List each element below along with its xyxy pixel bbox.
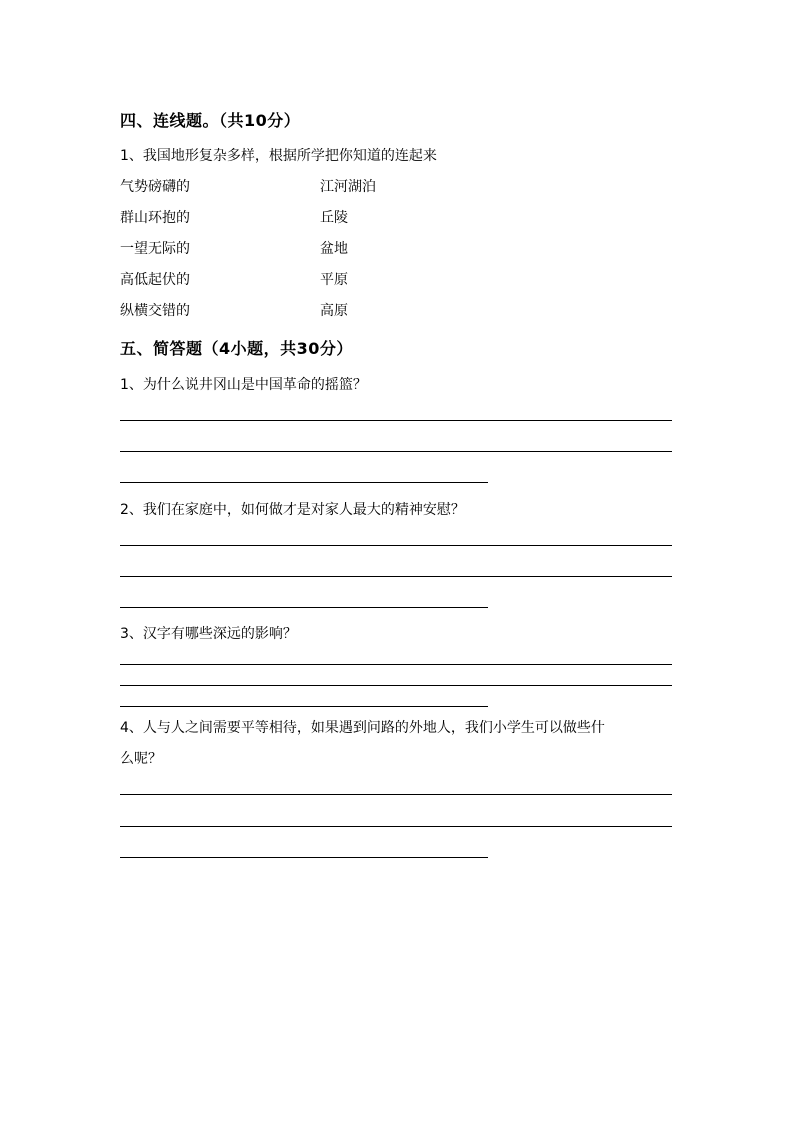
question-text: 1、为什么说井冈山是中国革命的摇篮？ bbox=[120, 377, 367, 393]
right-item: 江河湖泊 bbox=[320, 179, 376, 195]
right-item: 丘陵 bbox=[320, 210, 348, 226]
answer-line[interactable] bbox=[120, 451, 672, 452]
answer-line[interactable] bbox=[120, 576, 672, 577]
answer-line[interactable] bbox=[120, 482, 488, 483]
question-text: 4、人与人之间需要平等相待，如果遇到问路的外地人，我们小学生可以做些什 bbox=[120, 720, 605, 736]
section4-question: 1、我国地形复杂多样，根据所学把你知道的连起来 bbox=[120, 148, 437, 164]
question-text: 2、我们在家庭中，如何做才是对家人最大的精神安慰？ bbox=[120, 502, 465, 518]
answer-line[interactable] bbox=[120, 857, 488, 858]
right-item: 盆地 bbox=[320, 241, 348, 257]
answer-line[interactable] bbox=[120, 706, 488, 707]
left-item: 一望无际的 bbox=[120, 241, 190, 257]
answer-line[interactable] bbox=[120, 420, 672, 421]
section5-heading: 五、简答题（4小题，共30分） bbox=[120, 339, 353, 358]
left-item: 纵横交错的 bbox=[120, 303, 190, 319]
answer-line[interactable] bbox=[120, 664, 672, 665]
question-text: 3、汉字有哪些深远的影响？ bbox=[120, 626, 297, 642]
left-item: 高低起伏的 bbox=[120, 272, 190, 288]
answer-line[interactable] bbox=[120, 685, 672, 686]
answer-line[interactable] bbox=[120, 545, 672, 546]
answer-line[interactable] bbox=[120, 794, 672, 795]
right-item: 平原 bbox=[320, 272, 348, 288]
question-text-continued: 么呢？ bbox=[120, 751, 162, 767]
answer-line[interactable] bbox=[120, 826, 672, 827]
section4-heading: 四、连线题。（共10分） bbox=[120, 111, 301, 130]
left-item: 气势磅礴的 bbox=[120, 179, 190, 195]
left-item: 群山环抱的 bbox=[120, 210, 190, 226]
answer-line[interactable] bbox=[120, 607, 488, 608]
right-item: 高原 bbox=[320, 303, 348, 319]
